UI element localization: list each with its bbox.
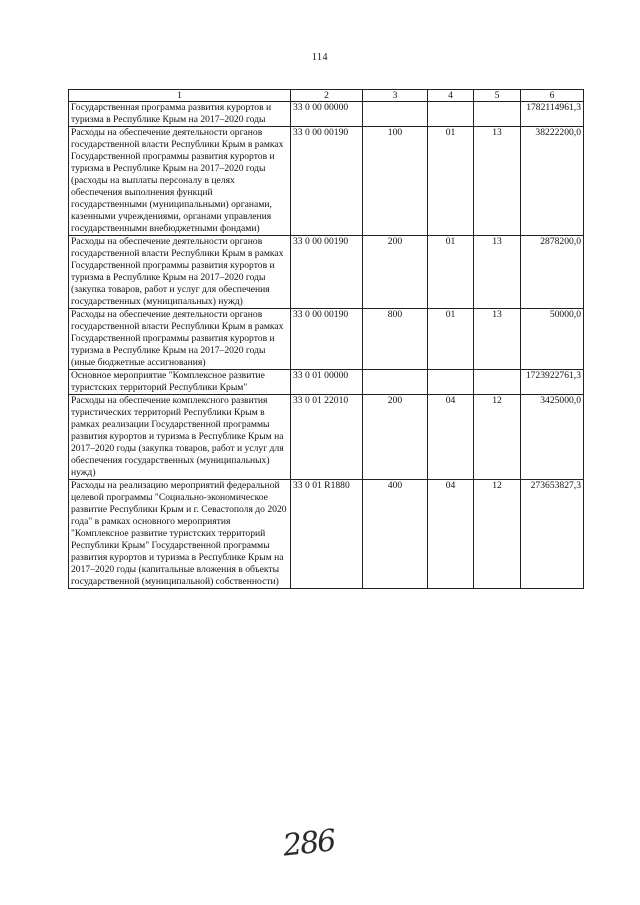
budget-table <box>68 89 584 589</box>
header-col-2: 2 <box>291 90 363 102</box>
row-name: Расходы на обеспечение деятельности органов государственной власти Республики Крым в рамках Государственной программы развития курортов и туризма в Республике Крым на 2017–2020 годы (расходы на выплаты персоналу в целях обеспечения выполнения функций государственными (муниципальными) органами, казенными учреждениями, органами управления государственными внебюджетными фондами) <box>69 127 291 236</box>
row-amount: 273653827,3 <box>521 480 584 589</box>
row-col4: 04 <box>428 480 474 589</box>
row-col4: 01 <box>428 309 474 370</box>
row-amount: 2878200,0 <box>521 236 584 309</box>
table-row <box>69 236 584 309</box>
row-col5: 13 <box>474 236 521 309</box>
table-row <box>69 309 584 370</box>
row-code: 33 0 00 00000 <box>291 102 363 127</box>
table-row <box>69 102 584 127</box>
row-col3: 800 <box>363 309 428 370</box>
row-amount: 1782114961,3 <box>521 102 584 127</box>
table-row <box>69 480 584 589</box>
header-col-6: 6 <box>521 90 584 102</box>
row-name: Расходы на обеспечение комплексного развития туристических территорий Республики Крым в рамках реализации Государственной программы развития курортов и туризма в Республике Крым на 2017–2020 годы (закупка товаров, работ и услуг для обеспечения государственных (муниципальных) нужд) <box>69 395 291 480</box>
row-col4 <box>428 102 474 127</box>
row-col5: 13 <box>474 127 521 236</box>
row-code: 33 0 00 00190 <box>291 309 363 370</box>
row-name: Расходы на обеспечение деятельности органов государственной власти Республики Крым в рамках Государственной программы развития курортов и туризма в Республике Крым на 2017–2020 годы (закупка товаров, работ и услуг для обеспечения государственных (муниципальных) нужд) <box>69 236 291 309</box>
header-col-1: 1 <box>69 90 291 102</box>
table-row <box>69 370 584 395</box>
header-col-4: 4 <box>428 90 474 102</box>
row-col5 <box>474 102 521 127</box>
row-col3 <box>363 370 428 395</box>
row-code: 33 0 01 22010 <box>291 395 363 480</box>
table-row <box>69 127 584 236</box>
row-col3: 100 <box>363 127 428 236</box>
row-name: Основное мероприятие "Комплексное развитие туристских территорий Республики Крым" <box>69 370 291 395</box>
header-col-5: 5 <box>474 90 521 102</box>
page-number: 114 <box>311 52 329 63</box>
row-col4: 01 <box>428 236 474 309</box>
row-code: 33 0 00 00190 <box>291 127 363 236</box>
row-col4: 04 <box>428 395 474 480</box>
row-name: Государственная программа развития курортов и туризма в Республике Крым на 2017–2020 годы <box>69 102 291 127</box>
row-col4: 01 <box>428 127 474 236</box>
row-col4 <box>428 370 474 395</box>
row-col3: 400 <box>363 480 428 589</box>
table-row <box>69 395 584 480</box>
row-name: Расходы на реализацию мероприятий федеральной целевой программы "Социально-экономическое развитие Республики Крым и г. Севастополя до 2020 года" в рамках основного мероприятия "Комплексное развитие туристских территорий Республики Крым" Государственной программы развития курортов и туризма в Республике Крым на 2017–2020 годы (капитальные вложения в объекты государственной (муниципальной) собственности) <box>69 480 291 589</box>
header-col-3: 3 <box>363 90 428 102</box>
row-amount: 50000,0 <box>521 309 584 370</box>
row-code: 33 0 01 R1880 <box>291 480 363 589</box>
handwritten-page-number: 286 <box>281 823 336 864</box>
row-amount: 3425000,0 <box>521 395 584 480</box>
row-col3: 200 <box>363 236 428 309</box>
row-col3: 200 <box>363 395 428 480</box>
row-name: Расходы на обеспечение деятельности органов государственной власти Республики Крым в рамках Государственной программы развития курортов и туризма в Республике Крым на 2017–2020 годы (иные бюджетные ассигнования) <box>69 309 291 370</box>
table-header-row <box>69 90 584 102</box>
row-col5: 13 <box>474 309 521 370</box>
row-col5: 12 <box>474 480 521 589</box>
row-col5: 12 <box>474 395 521 480</box>
row-col5 <box>474 370 521 395</box>
row-code: 33 0 00 00190 <box>291 236 363 309</box>
row-amount: 1723922761,3 <box>521 370 584 395</box>
row-col3 <box>363 102 428 127</box>
row-amount: 38222200,0 <box>521 127 584 236</box>
row-code: 33 0 01 00000 <box>291 370 363 395</box>
